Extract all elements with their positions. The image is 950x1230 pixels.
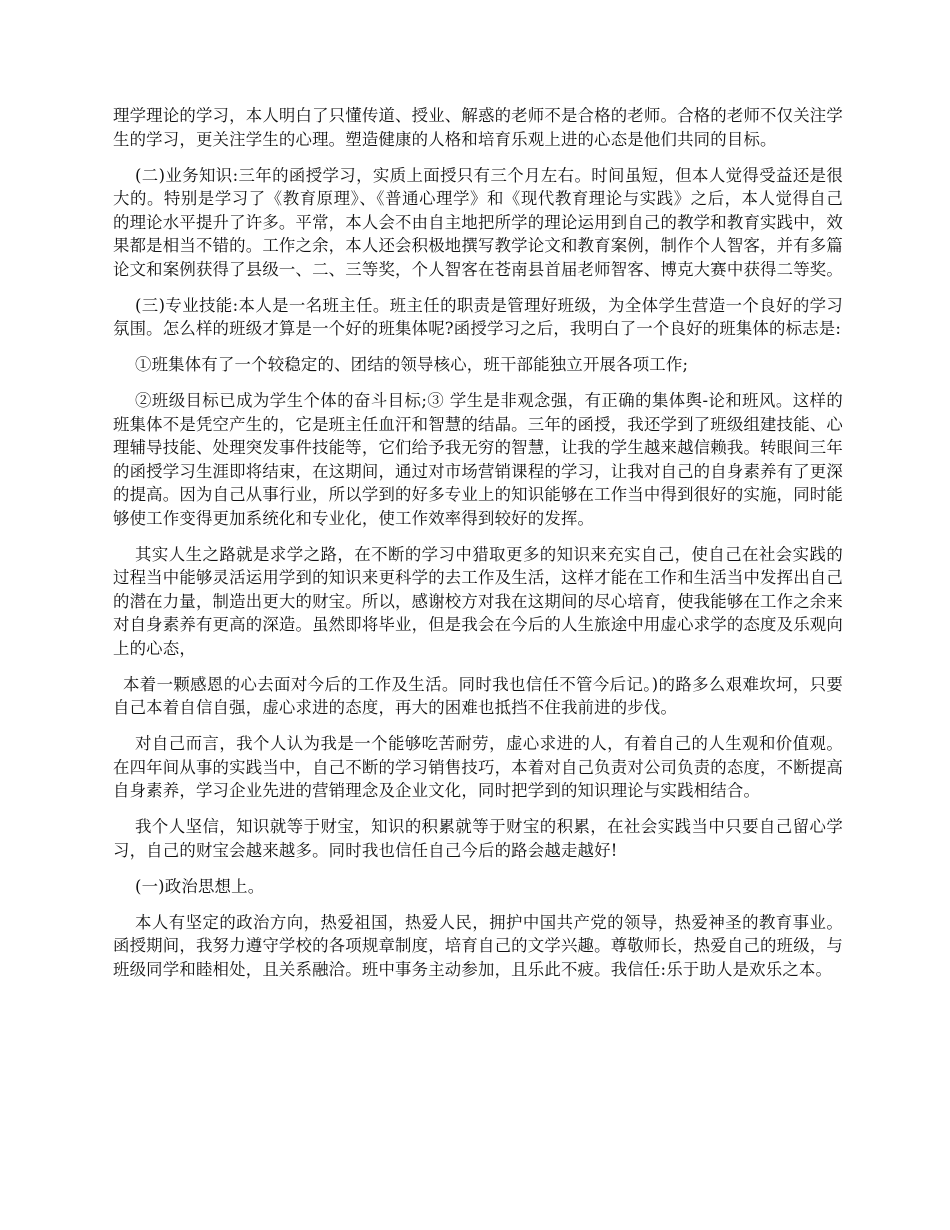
document-body: [113, 104, 843, 994]
paragraph-class-criteria-2: ②班级目标已成为学生个体的奋斗目标;③ 学生是非观念强，有正确的集体舆-论和班风。这样的班集体不是凭空产生的，它是班主任血汗和智慧的结晶。三年的函授，我还学到了班级组建技能、心理辅导技能、处理突发事件技能等，它们给予我无穷的智慧，让我的学生越来越信赖我。转眼间三年的函授学习生涯即将结束，在这期间，通过对市场营销课程的学习，让我对自己的自身素养有了更深的提高。因为自己从事行业，所以学到的好多专业上的知识能够在工作当中得到很好的实施，同时能够使工作变得更加系统化和专业化，使工作效率得到较好的发挥。: [113, 391, 843, 528]
paragraph-knowledge-wealth: 我个人坚信，知识就等于财宝，知识的积累就等于财宝的积累，在社会实践当中只要自己留心学习，自己的财宝会越来越多。同时我也信任自己今后的路会越走越好!: [113, 817, 843, 860]
paragraph-professional-skills: (三)专业技能:本人是一名班主任。班主任的职责是管理好班级，为全体学生营造一个良好的学习氛围。怎么样的班级才算是一个好的班集体呢?函授学习之后，我明白了一个良好的班集体的标志是:: [113, 295, 843, 338]
paragraph-business-knowledge: (二)业务知识:三年的函授学习，实质上面授只有三个月左右。时间虽短，但本人觉得受益还是很大的。特别是学习了《教育原理》、《普通心理学》和《现代教育理论与实践》之后，本人觉得自己的理论水平提升了许多。平常，本人会不由自主地把所学的理论运用到自己的教学和教育实践中，效果都是相当不错的。工作之余，本人还会积极地撰写教学论文和教育案例，制作个人智客，并有多篇论文和案例获得了县级一、二、三等奖，个人智客在苍南县首届老师智客、博克大赛中获得二等奖。: [113, 165, 843, 279]
paragraph-political-thought: 本人有坚定的政治方向，热爱祖国，热爱人民，拥护中国共产党的领导，热爱神圣的教育事业。函授期间，我努力遵守学校的各项规章制度，培育自己的文学兴趣。尊敬师长，热爱自己的班级，与班级同学和睦相处，且关系融洽。班中事务主动参加，且乐此不疲。我信任:乐于助人是欢乐之本。: [113, 912, 843, 979]
paragraph-political-heading: (一)政治思想上。: [135, 876, 265, 896]
paragraph-intro: 理学理论的学习，本人明白了只懂传道、授业、解惑的老师不是合格的老师。合格的老师不仅关注学生的学习，更关注学生的心理。塑造健康的人格和培育乐观上进的心态是他们共同的目标。: [113, 106, 843, 149]
paragraph-class-criteria-1: ①班集体有了一个较稳定的、团结的领导核心，班干部能独立开展各项工作;: [135, 355, 689, 374]
paragraph-self-assessment: 对自己而言，我个人认为我是一个能够吃苦耐劳，虚心求进的人，有着自己的人生观和价值观。在四年间从事的实践当中，自己不断的学习销售技巧，本着对自己负责对公司负责的态度，不断提高自身素养，学习企业先进的营销理念及企业文化，同时把学到的知识理论与实践相结合。: [113, 734, 843, 800]
paragraph-lifelong-learning: 其实人生之路就是求学之路，在不断的学习中猎取更多的知识来充实自己，使自己在社会实践的过程当中能够灵活运用学到的知识来更科学的去工作及生活，这样才能在工作和生活当中发挥出自己的潜在力量，制造出更大的财宝。所以，感谢校方对我在这期间的尽心培育，使我能够在工作之余来对自身素养有更高的深造。虽然即将毕业，但是我会在今后的人生旅途中用虚心求学的态度及乐观向上的心态，: [113, 544, 843, 658]
paragraph-gratitude: 本着一颗感恩的心去面对今后的工作及生活。同时我也信任不管今后记。)的路多么艰难坎坷，只要自己本着自信自强，虚心求进的态度，再大的困难也抵挡不住我前进的步伐。: [113, 674, 843, 717]
